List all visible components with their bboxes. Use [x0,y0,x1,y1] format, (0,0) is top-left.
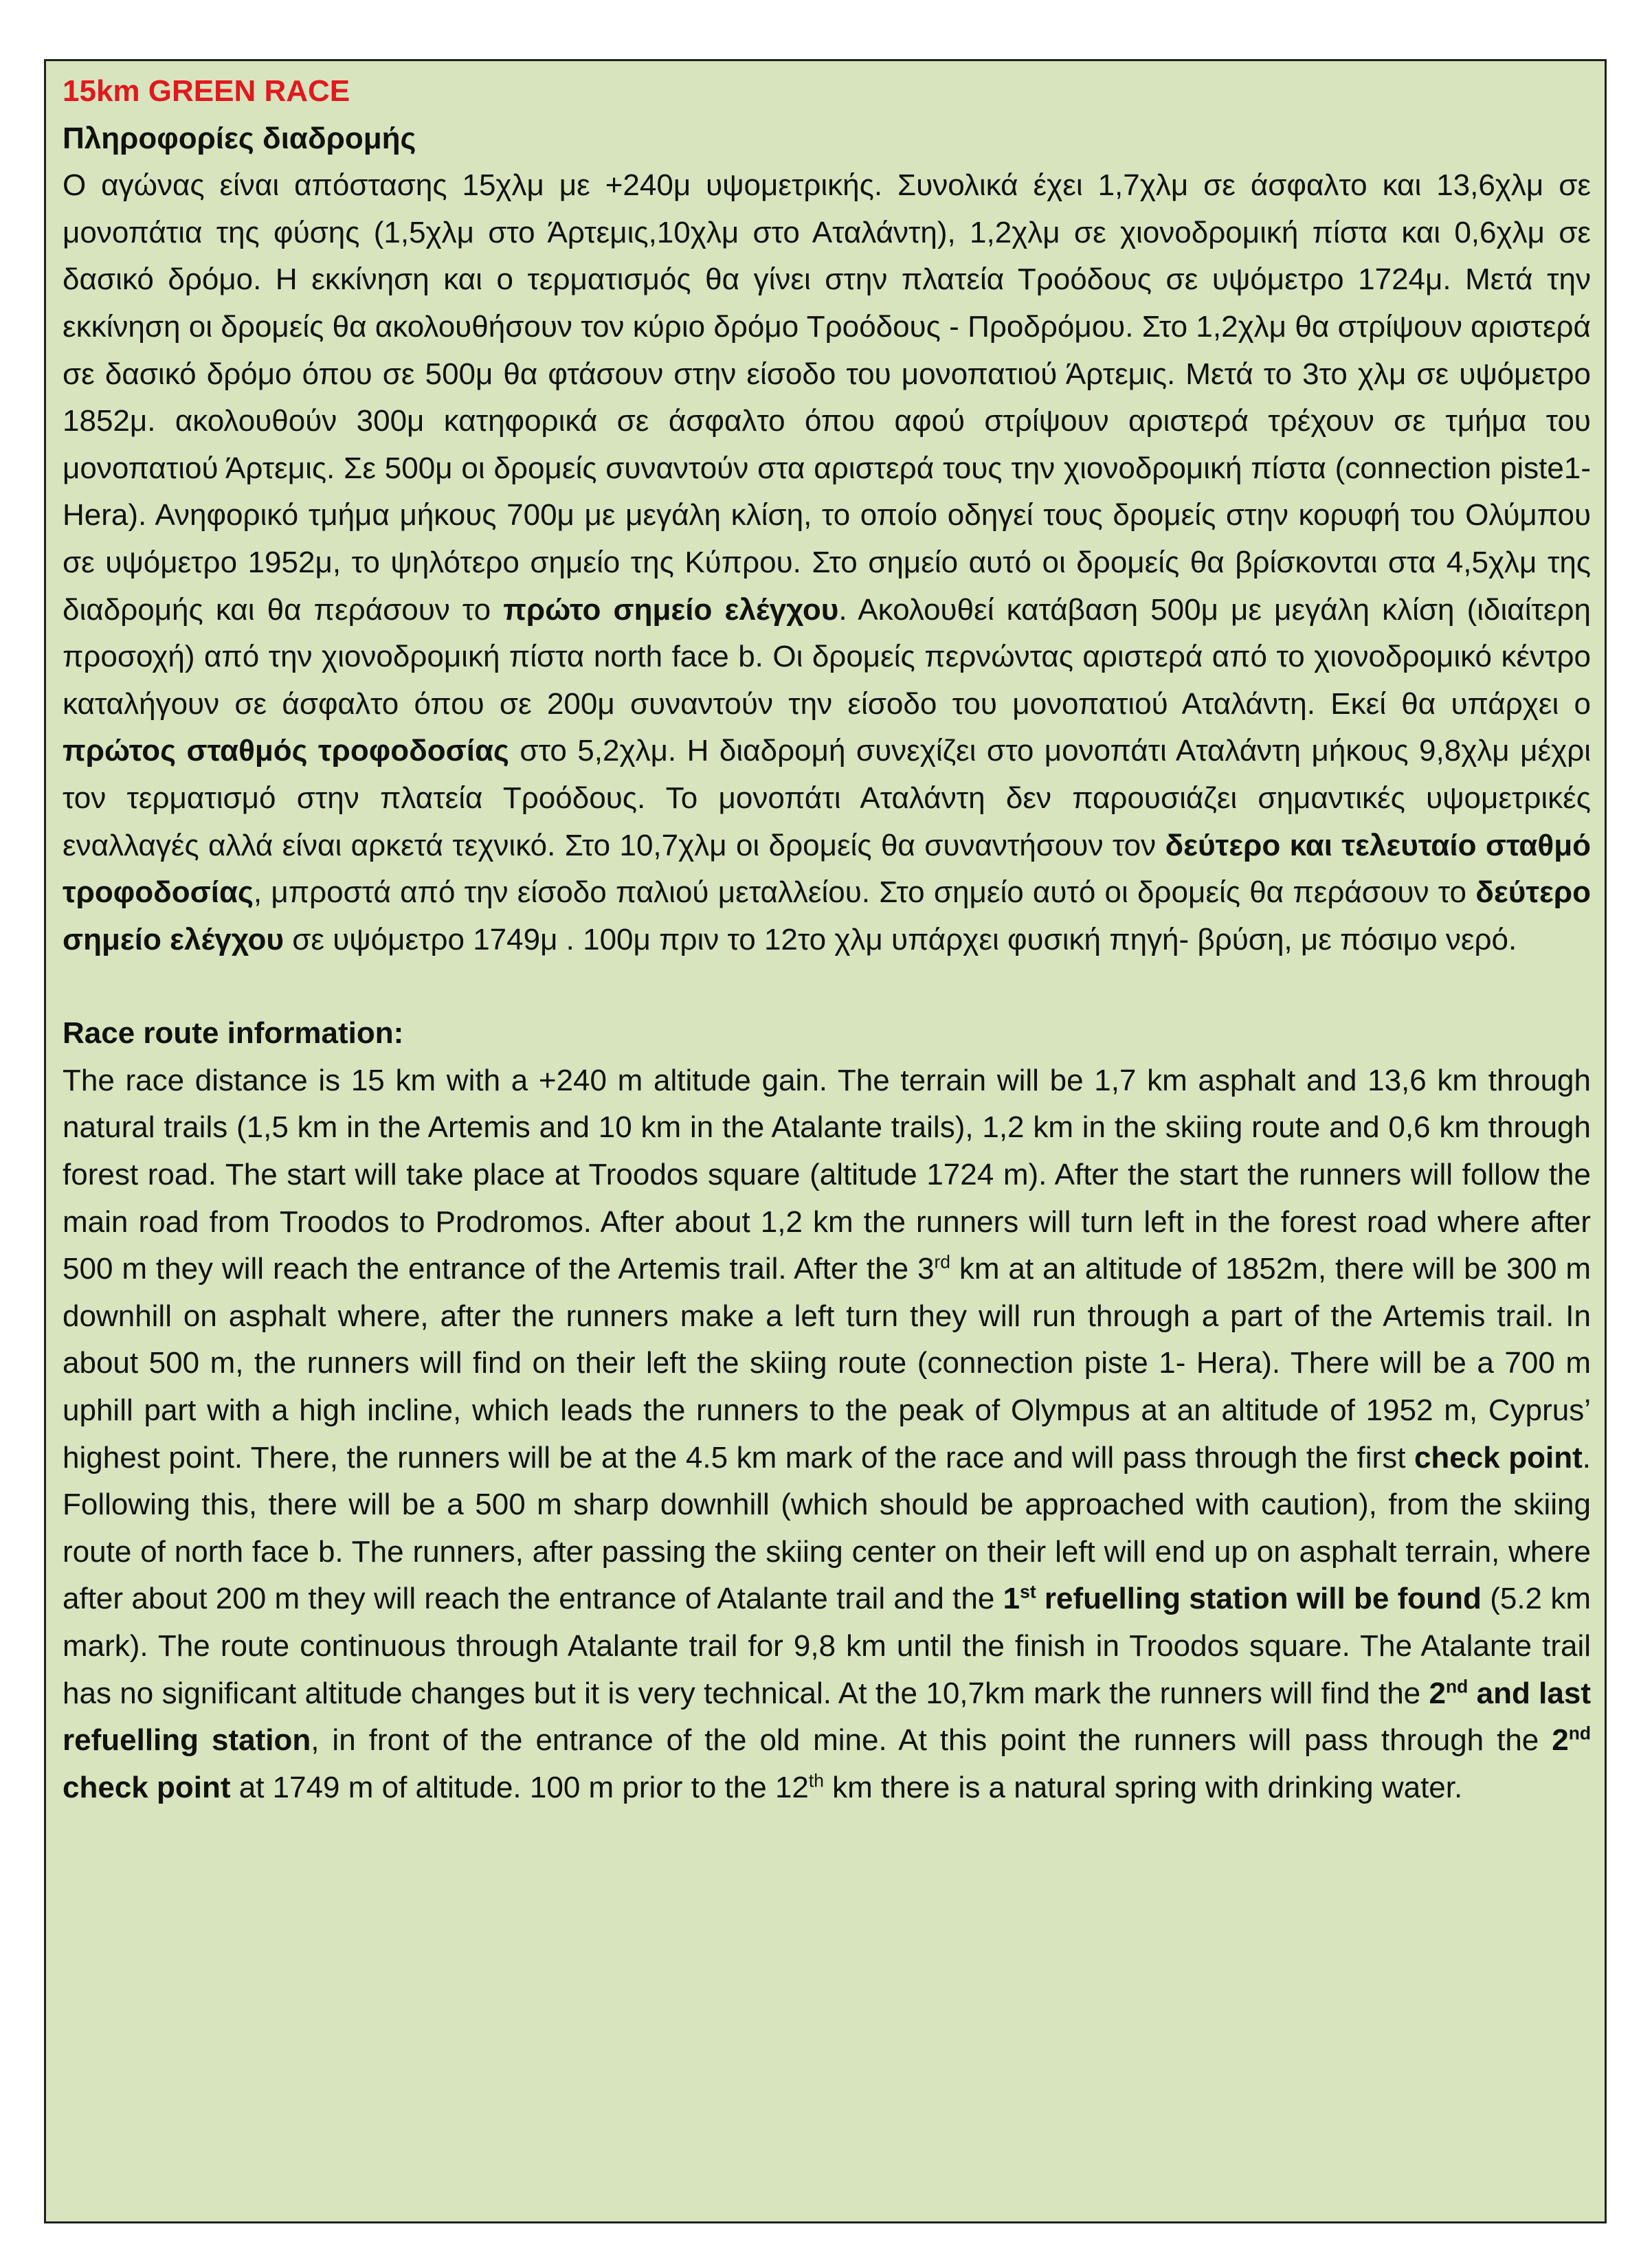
english-paragraph [63,1057,1591,1812]
english-sup-th: th [808,1770,824,1791]
english-text-4: (5.2 km mark). The route continuous through Atalante trail for 9,8 km until the finish in Troodos square. The Atalante trail has no significant altitude changes but it is very technical. At the 10,7km mark the runners will find the [63,1582,1591,1710]
english-text-7: km there is a natural spring with drinking water. [823,1770,1463,1804]
english-bold-last-station: and last refuelling station [63,1676,1591,1758]
greek-text-5: σε υψόμετρο 1749μ . 100μ πριν το 12το χλμ υπάρχει φυσική πηγή- βρύση, με πόσιμο νερό. [284,922,1517,956]
english-bold-1: 1 [1003,1582,1020,1616]
greek-bold-first-station: πρώτος σταθμός τροφοδοσίας [63,734,509,768]
english-text-1: The race distance is 15 km with a +240 m altitude gain. The terrain will be 1,7 km asphalt and 13,6 km through natural trails (1,5 km in the Artemis and 10 km in the Atalante trails), 1,2 km in the skiing route and 0,6 km through forest road. The start will take place at Troodos square (altitude 1724 m). After the start the runners will follow the main road from Troodos to Prodromos. After about 1,2 km the runners will turn left in the forest road where after 500 m they will reach the entrance of the Artemis trail. After the 3 [63,1063,1591,1286]
english-bold-station-found: refuelling station will be found [1036,1582,1482,1616]
greek-bold-second-checkpoint: δεύτερο σημείο ελέγχου [63,875,1591,956]
race-title: 15km GREEN RACE [63,74,350,108]
english-bold-check-point-2: check point [63,1770,231,1804]
greek-text-4: , μπροστά από την είσοδο παλιού μεταλλείου. Στο σημείο αυτό οι δρομείς θα περάσουν το [253,875,1476,910]
greek-paragraph [63,162,1591,963]
english-text-3: . Following this, there will be a 500 m sharp downhill (which should be approached with caution), from the skiing route of north face b. The runners, after passing the skiing center on their left will end up on asphalt terrain, where after about 200 m they will reach the entrance of Atalante trail and the [63,1440,1591,1616]
english-bold-2b: 2 [1552,1723,1569,1758]
english-bold-first-station [1003,1582,1482,1615]
route-info-panel [44,59,1607,2223]
greek-text-1: Ο αγώνας είναι απόστασης 15χλμ με +240μ υψομετρικής. Συνολικά έχει 1,7χλμ σε άσφαλτο και 13,6χλμ σε μονοπάτια της φύσης (1,5χλμ στο Άρτεμις,10χλμ στο Αταλάντη), 1,2χλμ σε χιονοδρομική πίστα και 0,6χλμ σε δασικό δρόμο. Η εκκίνηση και ο τερματισμός θα γίνει στην πλατεία Τροόδους σε υψόμετρο 1724μ. Μετά την εκκίνηση οι δρομείς θα ακολουθήσουν τον κύριο δρόμο Τροόδους - Προδρόμου. Στο 1,2χλμ θα στρίψουν αριστερά σε δασικό δρόμο όπου σε 500μ θα φτάσουν στην είσοδο του μονοπατιού Άρτεμις. Μετά το 3το χλμ σε υψόμετρο 1852μ. ακολουθούν 300μ κατηφορικά σε άσφαλτο όπου αφού στρίψουν αριστερά τρέχουν σε τμήμα του μονοπατιού Άρτεμις. Σε 500μ οι δρομείς συναντούν στα αριστερά τους την χιονοδρομική πίστα (connection piste1- Hera). Ανηφορικό τμήμα μήκους 700μ με μεγάλη κλίση, το οποίο οδηγεί τους δρομείς στην κορυφή του Ολύμπου σε υψόμετρο 1952μ, το ψηλότερο σημείο της Κύπρου. Στο σημείο αυτό οι δρομείς θα βρίσκονται στα 4,5χλμ της διαδρομής και θα περάσουν το [63,168,1591,627]
english-bold-2: 2 [1429,1676,1446,1710]
english-text-2: km at an altitude of 1852m, there will be 300 m downhill on asphalt where, after the runners make a left turn they will run through a part of the Artemis trail. In about 500 m, the runners will find on their left the skiing route (connection piste 1- Hera). There will be a 700 m uphill part with a high incline, which leads the runners to the peak of Olympus at an altitude of 1952 m, Cyprus’ highest point. There, the runners will be at the 4.5 km mark of the race and will pass through the first [63,1252,1591,1475]
greek-text-2: . Ακολουθεί κατάβαση 500μ με μεγάλη κλίση (ιδιαίτερη προσοχή) από την χιονοδρομική πίστα north face b. Οι δρομείς περνώντας αριστερά από το χιονοδρομικό κέντρο καταλήγουν σε άσφαλτο όπου σε 200μ συναντούν την είσοδο του μονοπατιού Αταλάντη. Εκεί θα υπάρχει ο [63,592,1592,721]
english-text-6: at 1749 m of altitude. 100 m prior to the 12 [230,1770,809,1804]
english-sup-nd: nd [1445,1675,1469,1696]
greek-heading: Πληροφορίες διαδρομής [63,121,416,155]
english-bold-check-point: check point [1414,1440,1583,1475]
greek-text-3: στο 5,2χλμ. Η διαδρομή συνεχίζει στο μονοπάτι Αταλάντη μήκους 9,8χλμ μέχρι τον τερματισμό στην πλατεία Τροόδους. Το μονοπάτι Αταλάντη δεν παρουσιάζει σημαντικές υψομετρικές εναλλαγές αλλά είναι αρκετά τεχνικό. Στο 10,7χλμ οι δρομείς θα συναντήσουν τον [63,734,1591,862]
english-sup-rd: rd [934,1251,950,1273]
english-sup-st: st [1020,1581,1036,1602]
english-sup-nd-2: nd [1568,1723,1591,1744]
greek-bold-second-station: δεύτερο και τελευταίο σταθμό τροφοδοσίας [63,828,1591,910]
section-gap [63,963,1591,1010]
english-text-5: , in front of the entrance of the old mine. At this point the runners will pass through the [311,1723,1552,1758]
greek-bold-first-checkpoint: πρώτο σημείο ελέγχου [503,592,839,627]
english-heading: Race route information: [63,1016,404,1051]
